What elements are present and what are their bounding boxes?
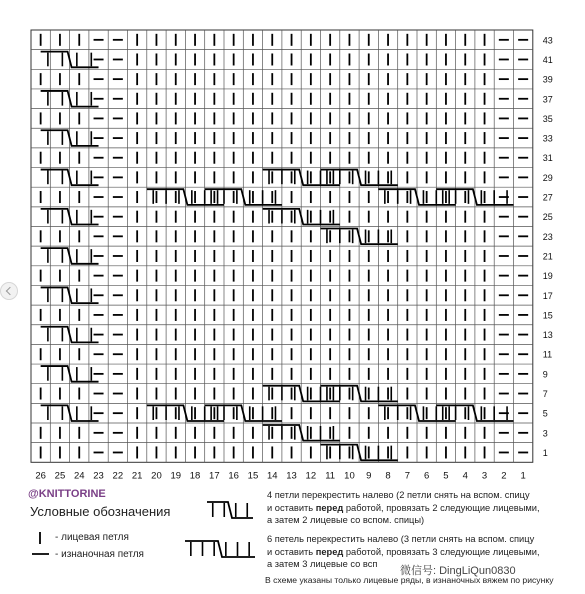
column-label: 17 xyxy=(209,470,220,482)
row-label: 5 xyxy=(542,408,548,419)
column-label: 7 xyxy=(404,470,410,482)
knit-legend-text: - лицевая петля xyxy=(55,532,129,543)
column-label: 16 xyxy=(228,470,239,482)
column-label: 8 xyxy=(385,470,391,482)
row-label: 11 xyxy=(542,349,553,360)
column-label: 21 xyxy=(131,470,143,482)
row-label: 33 xyxy=(542,133,553,144)
chart-footnote: В схеме указаны только лицевые ряды, в изнаночных вяжем по рисунку xyxy=(265,575,554,585)
row-label: 15 xyxy=(542,310,553,321)
column-label: 2 xyxy=(501,470,507,482)
column-label: 26 xyxy=(35,470,46,482)
row-label: 25 xyxy=(542,212,553,223)
row-label: 17 xyxy=(542,290,553,301)
column-label: 9 xyxy=(366,470,372,482)
cable4-description: 4 петли перекрестить налево (2 петли снять на вспом. спицу и оставить перед работой, провязать 2 следующие лицевыми, а затем 2 лицевые со вспом. спицы) xyxy=(267,490,540,525)
watermark: 微信号: DingLiQun0830 xyxy=(400,565,516,577)
column-label: 11 xyxy=(325,470,336,482)
purl-legend-text: - изнаночная петля xyxy=(55,549,144,560)
column-label: 19 xyxy=(170,470,182,482)
row-label: 21 xyxy=(542,251,553,262)
row-label: 9 xyxy=(542,369,548,380)
row-label: 7 xyxy=(542,389,548,400)
purl-symbol-icon xyxy=(30,548,52,560)
column-label: 14 xyxy=(266,470,278,482)
row-label: 29 xyxy=(542,172,553,183)
row-label: 23 xyxy=(542,231,553,242)
cable6-symbol-icon xyxy=(183,538,257,560)
column-label: 22 xyxy=(112,470,124,482)
column-label: 24 xyxy=(73,470,85,482)
column-label: 1 xyxy=(520,470,526,482)
column-label: 18 xyxy=(189,470,201,482)
cable6-description: 6 петель перекрестить налево (3 петли снять на вспом. спицу и оставить перед работой, провязать 3 следующие лицевыми, а затем 3 лицевые со всп xyxy=(267,534,540,569)
knit-symbol-icon xyxy=(34,530,48,546)
row-label: 19 xyxy=(542,271,553,282)
cable-cross-line xyxy=(185,541,255,557)
column-label: 3 xyxy=(481,470,488,482)
row-label: 1 xyxy=(542,447,548,458)
row-label: 39 xyxy=(542,74,553,85)
cable-cross-line xyxy=(207,502,253,518)
column-label: 25 xyxy=(54,470,66,482)
author-handle: @KNITTORINE xyxy=(28,488,106,500)
column-label: 4 xyxy=(462,470,468,482)
legend-cable-shape xyxy=(207,502,253,518)
row-label: 13 xyxy=(542,330,553,341)
row-label: 3 xyxy=(542,428,548,439)
column-label: 23 xyxy=(93,470,104,482)
row-label: 31 xyxy=(542,153,553,164)
column-label: 15 xyxy=(247,470,259,482)
row-label: 43 xyxy=(542,35,553,46)
row-label: 41 xyxy=(542,54,553,65)
cable-symbols xyxy=(41,52,514,461)
cable4-symbol-icon xyxy=(205,499,255,521)
legend-title: Условные обозначения xyxy=(30,504,171,519)
carousel-prev-button[interactable] xyxy=(0,282,18,300)
column-label: 12 xyxy=(305,470,317,482)
row-label: 37 xyxy=(542,94,553,105)
column-label: 5 xyxy=(443,470,449,482)
legend-cable-shape xyxy=(185,541,255,557)
column-label: 13 xyxy=(286,470,297,482)
row-label: 27 xyxy=(542,192,553,203)
column-label: 20 xyxy=(151,470,162,482)
row-label: 35 xyxy=(542,113,553,124)
column-label: 6 xyxy=(424,470,430,482)
column-label: 10 xyxy=(344,470,355,482)
